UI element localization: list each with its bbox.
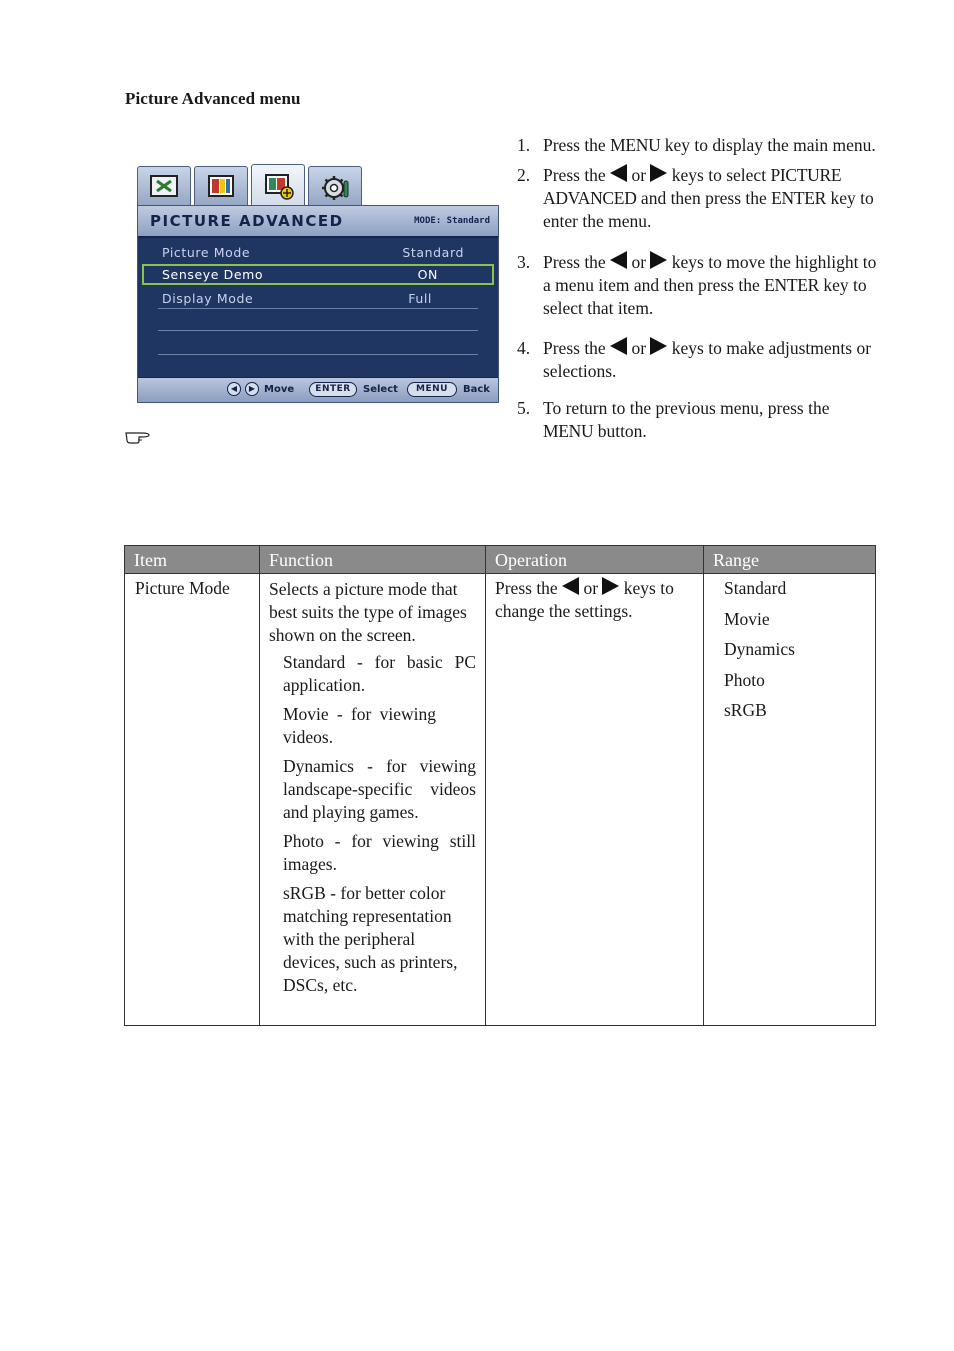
- osd-mode-indicator: MODE: Standard: [414, 216, 490, 226]
- step-2: 2. Press the or keys to select PICTURE ADVANCED and then press the ENTER key to enter the menu.: [517, 165, 874, 231]
- osd-tab-bar: [137, 164, 499, 206]
- step-4: 4. Press the or keys to make adjustments or selections.: [517, 338, 872, 381]
- table-row: [125, 574, 876, 1026]
- left-key-icon: [610, 164, 627, 182]
- osd-menu-screenshot: [137, 164, 499, 403]
- osd-divider: [158, 330, 478, 331]
- osd-title-bar: [138, 206, 498, 238]
- picture-advanced-icon: [263, 171, 295, 201]
- range-item: sRGB: [724, 700, 767, 720]
- range-item: Standard: [724, 578, 787, 598]
- function-intro: Selects a picture mode that best suits the type of images shown on the screen.: [269, 579, 467, 645]
- osd-divider: [158, 308, 478, 309]
- osd-row-label: Display Mode: [162, 291, 254, 306]
- range-item: Photo: [724, 669, 765, 690]
- header-range: Range: [704, 546, 876, 574]
- osd-row-display-mode[interactable]: [142, 288, 494, 309]
- range-item: Movie: [724, 608, 770, 629]
- function-mode-standard: Standard - for basic PC application.: [283, 652, 476, 695]
- right-key-icon: [650, 337, 667, 355]
- step-5: 5. To return to the previous menu, press the MENU button.: [517, 398, 830, 441]
- cell-operation: Press the or keys to change the settings.: [486, 574, 704, 1026]
- enter-key-icon: ENTER: [309, 382, 357, 397]
- osd-row-label: Senseye Demo: [162, 267, 264, 282]
- range-item: Dynamics: [724, 639, 795, 659]
- left-key-icon: [562, 577, 579, 595]
- step-3: 3. Press the or keys to move the highlight to a menu item and then press the ENTER key to select that item.: [517, 252, 877, 318]
- cell-range: [704, 574, 876, 1026]
- osd-row-label: Picture Mode: [162, 245, 251, 260]
- left-key-icon: [610, 251, 627, 269]
- osd-tab-picture[interactable]: [194, 166, 248, 206]
- osd-row-value: Standard: [402, 245, 464, 260]
- menu-key-label: MENU: [543, 421, 594, 441]
- osd-row-picture-mode[interactable]: [142, 242, 494, 263]
- display-icon: [149, 173, 179, 201]
- enter-key-label: ENTER: [771, 188, 827, 208]
- table-header-row: [125, 546, 876, 574]
- enter-key-label: ENTER: [764, 275, 820, 295]
- cell-function: [260, 574, 486, 1026]
- right-arrow-key-icon: ▶: [245, 382, 259, 396]
- menu-key-icon: MENU: [407, 382, 457, 397]
- function-mode-srgb: sRGB - for better color matching representation with the peripheral devices, such as printers, DSCs, etc.: [283, 883, 458, 995]
- pointing-hand-icon: [125, 428, 151, 444]
- osd-tab-picture-advanced[interactable]: [251, 164, 305, 206]
- osd-footer-back: Back: [463, 384, 490, 395]
- osd-row-value: ON: [417, 267, 438, 282]
- osd-divider: [158, 354, 478, 355]
- cell-item: Picture Mode: [125, 574, 260, 1026]
- osd-row-value: Full: [408, 291, 432, 306]
- osd-footer: [138, 377, 498, 402]
- osd-row-senseye-demo[interactable]: [142, 264, 494, 285]
- range-list: [724, 577, 866, 730]
- osd-frame: [137, 205, 499, 403]
- menu-key-label: MENU: [610, 135, 661, 155]
- right-key-icon: [650, 251, 667, 269]
- left-key-icon: [610, 337, 627, 355]
- osd-tab-system[interactable]: [308, 166, 362, 206]
- header-item: Item: [125, 546, 260, 574]
- osd-footer-move: Move: [264, 384, 295, 395]
- osd-title: PICTURE ADVANCED: [150, 212, 344, 230]
- osd-footer-select: Select: [363, 384, 398, 395]
- function-mode-photo: Photo - for viewing still images.: [283, 831, 476, 874]
- right-key-icon: [602, 577, 619, 595]
- system-icon: [320, 173, 352, 203]
- header-function: Function: [260, 546, 486, 574]
- left-arrow-key-icon: ◀: [227, 382, 241, 396]
- step-1: 1. Press the MENU key to display the main menu.: [517, 135, 876, 155]
- picture-icon: [206, 173, 236, 201]
- function-mode-movie: Movie - for viewing videos.: [283, 704, 436, 747]
- function-mode-dynamics: Dynamics - for viewing landscape-specific videos and playing games.: [283, 756, 476, 822]
- picture-advanced-label: PICTURE ADVANCED: [543, 165, 842, 208]
- picture-mode-table: [124, 545, 876, 1026]
- header-operation: Operation: [486, 546, 704, 574]
- section-heading: Picture Advanced menu: [125, 89, 301, 108]
- right-key-icon: [650, 164, 667, 182]
- instruction-steps: [517, 134, 877, 443]
- osd-tab-display[interactable]: [137, 166, 191, 206]
